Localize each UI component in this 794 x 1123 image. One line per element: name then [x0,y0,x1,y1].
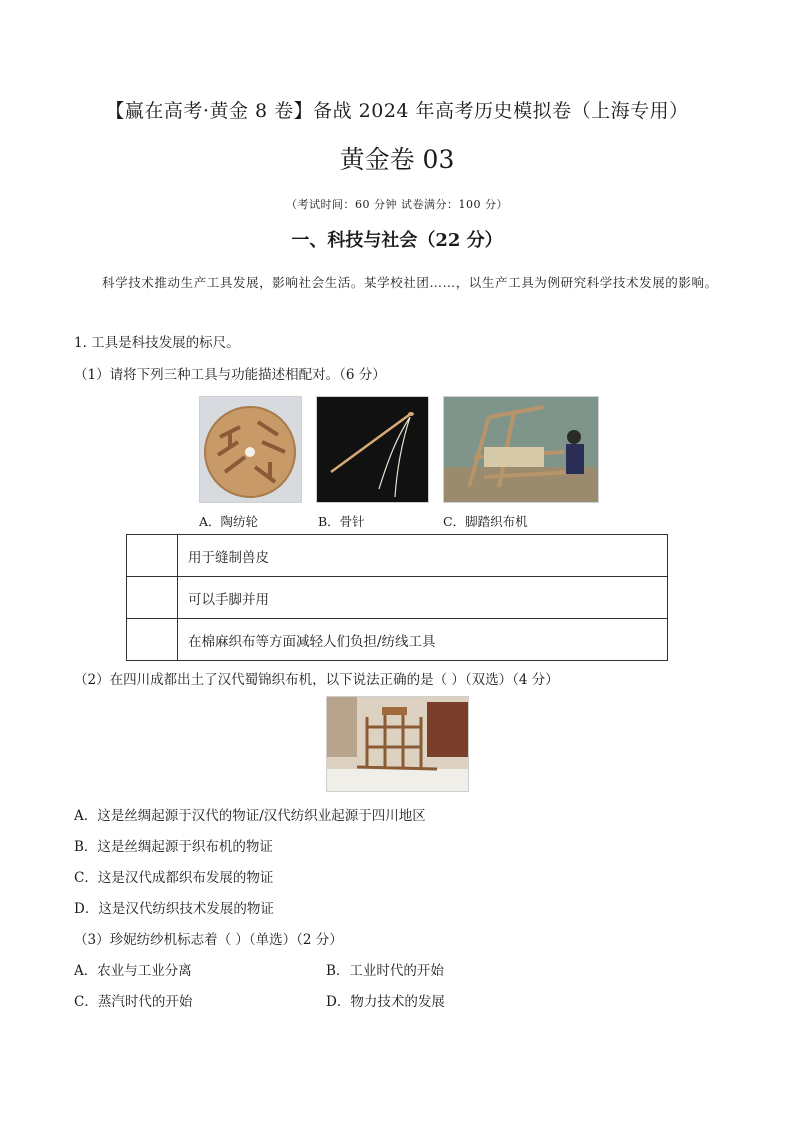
answer-cell[interactable] [127,535,178,577]
function-cell: 可以手脚并用 [178,577,668,619]
bone-needle-icon [317,397,428,502]
function-cell: 在棉麻织布等方面减轻人们负担/纺线工具 [178,619,668,661]
caption-c: C．脚踏织布机 [443,514,528,529]
table-row [127,535,668,577]
answer-cell[interactable] [127,619,178,661]
paper-subtitle: 黄金卷 03 [339,145,455,174]
caption-a: A．陶纺轮 [199,514,259,529]
treadle-loom-icon [444,397,598,502]
question-stem: 1. 工具是科技发展的标尺。 [74,335,240,351]
loom-model-icon [327,697,468,791]
bone-needle-photo [316,396,429,503]
treadle-loom-photo [443,396,599,503]
spindle-whorl-photo [199,396,302,503]
option-3b[interactable]: B．工业时代的开始 [326,963,444,979]
part1-prompt: （1）请将下列三种工具与功能描述相配对。（6 分） [74,367,386,383]
option-3d[interactable]: D．物力技术的发展 [326,994,445,1010]
exam-info: （考试时间：60 分钟 试卷满分：100 分） [286,198,508,211]
option-3c[interactable]: C．蒸汽时代的开始 [74,994,193,1010]
option-2b[interactable]: B．这是丝绸起源于织布机的物证 [74,839,273,855]
table-row [127,577,668,619]
option-2d[interactable]: D．这是汉代纺织技术发展的物证 [74,901,274,917]
part3-prompt: （3）珍妮纺纱机标志着（ ）（单选）（2 分） [74,932,343,948]
han-loom-model-photo [326,696,469,792]
function-cell: 用于缝制兽皮 [178,535,668,577]
option-3a[interactable]: A．农业与工业分离 [74,963,192,979]
section-intro: 科学技术推动生产工具发展，影响社会生活。某学校社团……，以生产工具为例研究科学技术发展的影响。 [102,275,718,290]
option-2a[interactable]: A．这是丝绸起源于汉代的物证/汉代纺织业起源于四川地区 [74,808,426,824]
part2-prompt: （2）在四川成都出土了汉代蜀锦织布机，以下说法正确的是（ ）（双选）（4 分） [74,672,559,688]
document-title: 【赢在高考·黄金 8 卷】备战 2024 年高考历史模拟卷（上海专用） [105,100,689,122]
answer-cell[interactable] [127,577,178,619]
table-row [127,619,668,661]
option-2c[interactable]: C．这是汉代成都织布发展的物证 [74,870,274,886]
spindle-whorl-icon [200,397,301,502]
matching-table [126,534,668,661]
section-heading: 一、科技与社会（22 分） [291,230,503,251]
caption-b: B．骨针 [318,514,365,529]
